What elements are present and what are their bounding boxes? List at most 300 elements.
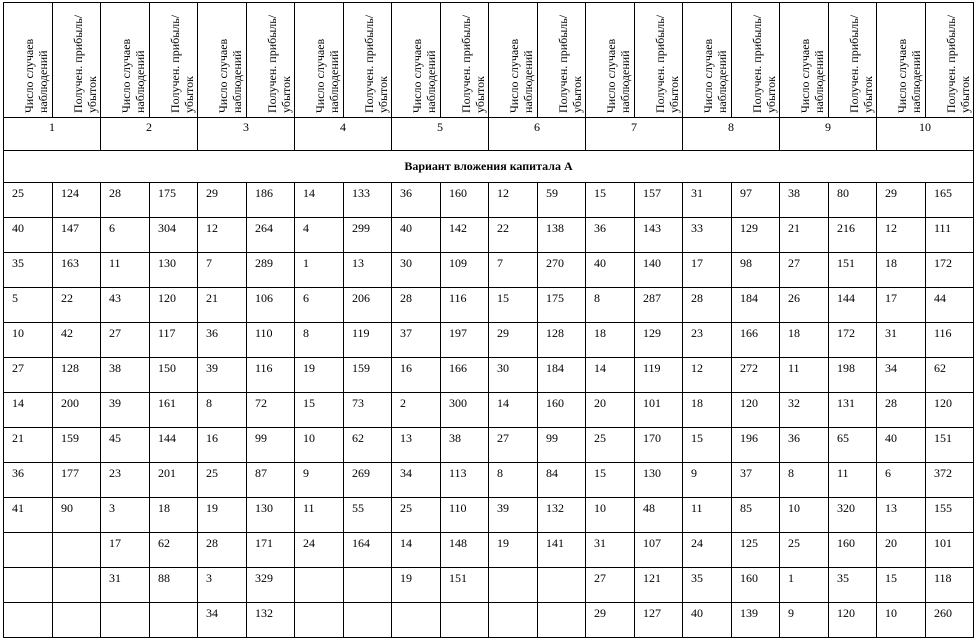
- profit-cell: 147: [53, 218, 101, 253]
- header-profit-loss: [538, 3, 586, 118]
- cases-cell: 4: [295, 218, 344, 253]
- profit-cell: 117: [150, 323, 198, 358]
- profit-cell: 84: [538, 463, 586, 498]
- profit-cell: [150, 603, 198, 638]
- cases-cell: 27: [4, 358, 53, 393]
- header-cases-count: [101, 3, 150, 118]
- cases-cell: [489, 568, 538, 603]
- profit-cell: 121: [635, 568, 683, 603]
- table-row: [4, 323, 974, 358]
- profit-cell: 184: [732, 288, 780, 323]
- profit-cell: [344, 568, 392, 603]
- profit-cell: 264: [247, 218, 295, 253]
- table-row: [4, 498, 974, 533]
- profit-cell: 55: [344, 498, 392, 533]
- cases-cell: 10: [295, 428, 344, 463]
- cases-cell: 29: [489, 323, 538, 358]
- header-label: Число случаев наблюдений: [701, 38, 729, 113]
- profit-cell: 216: [829, 218, 877, 253]
- cases-cell: 11: [101, 253, 150, 288]
- variant-number: 4: [295, 118, 392, 151]
- header-label: Получен. прибыль/убыток: [556, 14, 584, 113]
- profit-cell: 120: [926, 393, 974, 428]
- cases-cell: 2: [392, 393, 441, 428]
- cases-cell: 40: [586, 253, 635, 288]
- profit-cell: 329: [247, 568, 295, 603]
- cases-cell: 27: [780, 253, 829, 288]
- cases-cell: 21: [4, 428, 53, 463]
- cases-cell: 19: [392, 568, 441, 603]
- header-label: Получен. прибыль/убыток: [750, 14, 778, 113]
- cases-cell: 33: [683, 218, 732, 253]
- cases-cell: 17: [683, 253, 732, 288]
- profit-cell: 22: [53, 288, 101, 323]
- profit-cell: 111: [926, 218, 974, 253]
- cases-cell: 32: [780, 393, 829, 428]
- cases-cell: 9: [780, 603, 829, 638]
- cases-cell: 45: [101, 428, 150, 463]
- profit-cell: 170: [635, 428, 683, 463]
- profit-cell: 116: [247, 358, 295, 393]
- cases-cell: 39: [198, 358, 247, 393]
- profit-cell: 97: [732, 183, 780, 218]
- profit-cell: 201: [150, 463, 198, 498]
- cases-cell: 28: [392, 288, 441, 323]
- cases-cell: 13: [877, 498, 926, 533]
- cases-cell: [4, 603, 53, 638]
- profit-cell: 144: [829, 288, 877, 323]
- cases-cell: 17: [877, 288, 926, 323]
- profit-cell: 37: [732, 463, 780, 498]
- header-profit-loss: [247, 3, 295, 118]
- cases-cell: 12: [877, 218, 926, 253]
- profit-cell: 260: [926, 603, 974, 638]
- profit-cell: [344, 603, 392, 638]
- header-cases-count: [4, 3, 53, 118]
- profit-cell: 372: [926, 463, 974, 498]
- cases-cell: 31: [101, 568, 150, 603]
- cases-cell: 14: [489, 393, 538, 428]
- profit-cell: 35: [829, 568, 877, 603]
- cases-cell: 15: [877, 568, 926, 603]
- profit-cell: 144: [150, 428, 198, 463]
- profit-cell: 143: [635, 218, 683, 253]
- cases-cell: 18: [780, 323, 829, 358]
- profit-cell: 118: [926, 568, 974, 603]
- profit-cell: 299: [344, 218, 392, 253]
- profit-cell: 72: [247, 393, 295, 428]
- cases-cell: 15: [586, 463, 635, 498]
- variant-number: 9: [780, 118, 877, 151]
- profit-cell: 172: [829, 323, 877, 358]
- cases-cell: 8: [780, 463, 829, 498]
- header-cases-count: [295, 3, 344, 118]
- profit-cell: [53, 568, 101, 603]
- profit-cell: 132: [538, 498, 586, 533]
- cases-cell: 17: [101, 533, 150, 568]
- profit-cell: 161: [150, 393, 198, 428]
- profit-cell: 198: [829, 358, 877, 393]
- profit-cell: 18: [150, 498, 198, 533]
- cases-cell: 30: [489, 358, 538, 393]
- header-cases-count: [877, 3, 926, 118]
- cases-cell: 19: [489, 533, 538, 568]
- cases-cell: 15: [683, 428, 732, 463]
- cases-cell: 23: [683, 323, 732, 358]
- profit-cell: 166: [441, 358, 489, 393]
- cases-cell: 9: [683, 463, 732, 498]
- cases-cell: 8: [489, 463, 538, 498]
- cases-cell: [4, 568, 53, 603]
- profit-cell: 164: [344, 533, 392, 568]
- profit-cell: 120: [732, 393, 780, 428]
- profit-cell: 175: [538, 288, 586, 323]
- cases-cell: 25: [392, 498, 441, 533]
- table-row: [4, 603, 974, 638]
- cases-cell: 24: [683, 533, 732, 568]
- header-label: Получен. прибыль/убыток: [944, 14, 972, 113]
- cases-cell: 30: [392, 253, 441, 288]
- profit-cell: 196: [732, 428, 780, 463]
- cases-cell: 6: [295, 288, 344, 323]
- cases-cell: 36: [586, 218, 635, 253]
- profit-cell: 42: [53, 323, 101, 358]
- cases-cell: 8: [198, 393, 247, 428]
- profit-cell: 11: [829, 463, 877, 498]
- profit-cell: 184: [538, 358, 586, 393]
- cases-cell: 21: [780, 218, 829, 253]
- cases-cell: 36: [780, 428, 829, 463]
- profit-cell: 159: [53, 428, 101, 463]
- profit-cell: 138: [538, 218, 586, 253]
- variant-number: 8: [683, 118, 780, 151]
- profit-cell: 177: [53, 463, 101, 498]
- profit-cell: 159: [344, 358, 392, 393]
- profit-cell: [53, 603, 101, 638]
- cases-cell: 40: [392, 218, 441, 253]
- cases-cell: 40: [4, 218, 53, 253]
- cases-cell: 27: [101, 323, 150, 358]
- table-row: [4, 568, 974, 603]
- cases-cell: 28: [683, 288, 732, 323]
- cases-cell: 40: [683, 603, 732, 638]
- cases-cell: 40: [877, 428, 926, 463]
- cases-cell: 31: [586, 533, 635, 568]
- header-cases-count: [683, 3, 732, 118]
- cases-cell: 15: [489, 288, 538, 323]
- profit-cell: [53, 533, 101, 568]
- cases-cell: 21: [198, 288, 247, 323]
- cases-cell: 11: [295, 498, 344, 533]
- profit-cell: 116: [441, 288, 489, 323]
- profit-cell: 48: [635, 498, 683, 533]
- cases-cell: 18: [877, 253, 926, 288]
- cases-cell: 14: [392, 533, 441, 568]
- cases-cell: 10: [877, 603, 926, 638]
- cases-cell: 7: [198, 253, 247, 288]
- cases-cell: 10: [4, 323, 53, 358]
- profit-cell: 272: [732, 358, 780, 393]
- cases-cell: [4, 533, 53, 568]
- cases-cell: 39: [489, 498, 538, 533]
- profit-cell: 166: [732, 323, 780, 358]
- cases-cell: 6: [877, 463, 926, 498]
- cases-cell: 16: [198, 428, 247, 463]
- profit-cell: 106: [247, 288, 295, 323]
- header-row: [4, 3, 974, 118]
- header-profit-loss: [441, 3, 489, 118]
- cases-cell: 38: [780, 183, 829, 218]
- profit-cell: 124: [53, 183, 101, 218]
- profit-cell: 65: [829, 428, 877, 463]
- header-cases-count: [198, 3, 247, 118]
- profit-cell: 130: [247, 498, 295, 533]
- header-profit-loss: [926, 3, 974, 118]
- cases-cell: 10: [586, 498, 635, 533]
- cases-cell: 41: [4, 498, 53, 533]
- cases-cell: 28: [101, 183, 150, 218]
- profit-cell: 128: [538, 323, 586, 358]
- cases-cell: 18: [683, 393, 732, 428]
- header-label: Получен. прибыль/убыток: [168, 14, 196, 113]
- profit-cell: 125: [732, 533, 780, 568]
- cases-cell: 27: [489, 428, 538, 463]
- profit-cell: 133: [344, 183, 392, 218]
- variant-number: 3: [198, 118, 295, 151]
- profit-cell: 62: [926, 358, 974, 393]
- header-label: Получен. прибыль/убыток: [459, 14, 487, 113]
- profit-cell: 200: [53, 393, 101, 428]
- profit-cell: 160: [732, 568, 780, 603]
- profit-cell: 62: [344, 428, 392, 463]
- cases-cell: 1: [295, 253, 344, 288]
- cases-cell: 12: [683, 358, 732, 393]
- header-label: Получен. прибыль/убыток: [847, 14, 875, 113]
- cases-cell: 18: [586, 323, 635, 358]
- header-label: Число случаев наблюдений: [119, 38, 147, 113]
- profit-cell: 13: [344, 253, 392, 288]
- profit-cell: 165: [926, 183, 974, 218]
- cases-cell: 31: [683, 183, 732, 218]
- profit-cell: 88: [150, 568, 198, 603]
- profit-cell: 304: [150, 218, 198, 253]
- cases-cell: 29: [877, 183, 926, 218]
- header-label: Получен. прибыль/убыток: [265, 14, 293, 113]
- profit-cell: 320: [829, 498, 877, 533]
- profit-cell: 172: [926, 253, 974, 288]
- title-row: [4, 151, 974, 183]
- header-profit-loss: [53, 3, 101, 118]
- header-profit-loss: [344, 3, 392, 118]
- profit-cell: 110: [441, 498, 489, 533]
- profit-cell: 119: [635, 358, 683, 393]
- cases-cell: 14: [4, 393, 53, 428]
- cases-cell: 19: [295, 358, 344, 393]
- profit-cell: 160: [441, 183, 489, 218]
- cases-cell: 43: [101, 288, 150, 323]
- cases-cell: [392, 603, 441, 638]
- cases-cell: 15: [295, 393, 344, 428]
- cases-cell: 34: [198, 603, 247, 638]
- profit-cell: 141: [538, 533, 586, 568]
- cases-cell: 36: [198, 323, 247, 358]
- variant-number: 6: [489, 118, 586, 151]
- profit-cell: [538, 568, 586, 603]
- table-row: [4, 533, 974, 568]
- table-row: [4, 428, 974, 463]
- profit-cell: 175: [150, 183, 198, 218]
- cases-cell: 12: [489, 183, 538, 218]
- table-row: [4, 358, 974, 393]
- cases-cell: 5: [4, 288, 53, 323]
- cases-cell: 11: [683, 498, 732, 533]
- cases-cell: [295, 568, 344, 603]
- profit-cell: 85: [732, 498, 780, 533]
- cases-cell: 3: [101, 498, 150, 533]
- profit-cell: 132: [247, 603, 295, 638]
- cases-cell: 28: [198, 533, 247, 568]
- table-row: [4, 253, 974, 288]
- cases-cell: 14: [295, 183, 344, 218]
- variant-number: 5: [392, 118, 489, 151]
- header-label: Получен. прибыль/убыток: [362, 14, 390, 113]
- data-table: [3, 2, 974, 638]
- profit-cell: 128: [53, 358, 101, 393]
- profit-cell: 90: [53, 498, 101, 533]
- profit-cell: 129: [732, 218, 780, 253]
- cases-cell: [101, 603, 150, 638]
- cases-cell: 29: [198, 183, 247, 218]
- cases-cell: 24: [295, 533, 344, 568]
- cases-cell: 6: [101, 218, 150, 253]
- cases-cell: 35: [4, 253, 53, 288]
- profit-cell: 160: [829, 533, 877, 568]
- profit-cell: 197: [441, 323, 489, 358]
- profit-cell: 127: [635, 603, 683, 638]
- cases-cell: [489, 603, 538, 638]
- profit-cell: 59: [538, 183, 586, 218]
- profit-cell: 113: [441, 463, 489, 498]
- cases-cell: 14: [586, 358, 635, 393]
- cases-cell: 28: [877, 393, 926, 428]
- profit-cell: 99: [538, 428, 586, 463]
- profit-cell: 157: [635, 183, 683, 218]
- profit-cell: 148: [441, 533, 489, 568]
- table-row: [4, 393, 974, 428]
- cases-cell: 35: [683, 568, 732, 603]
- cases-cell: 20: [877, 533, 926, 568]
- header-label: Число случаев наблюдений: [604, 38, 632, 113]
- profit-cell: 80: [829, 183, 877, 218]
- profit-cell: 44: [926, 288, 974, 323]
- cases-cell: 25: [586, 428, 635, 463]
- variant-number: 7: [586, 118, 683, 151]
- profit-cell: 38: [441, 428, 489, 463]
- header-label: Число случаев наблюдений: [22, 38, 50, 113]
- variant-number-row: [4, 118, 974, 151]
- table-row: [4, 463, 974, 498]
- cases-cell: 11: [780, 358, 829, 393]
- header-cases-count: [392, 3, 441, 118]
- cases-cell: 20: [586, 393, 635, 428]
- header-label: Число случаев наблюдений: [410, 38, 438, 113]
- profit-cell: 151: [926, 428, 974, 463]
- profit-cell: 287: [635, 288, 683, 323]
- profit-cell: 119: [344, 323, 392, 358]
- header-label: Число случаев наблюдений: [798, 38, 826, 113]
- cases-cell: [295, 603, 344, 638]
- profit-cell: [538, 603, 586, 638]
- profit-cell: 110: [247, 323, 295, 358]
- cases-cell: 12: [198, 218, 247, 253]
- profit-cell: 107: [635, 533, 683, 568]
- profit-cell: 300: [441, 393, 489, 428]
- header-cases-count: [780, 3, 829, 118]
- header-profit-loss: [150, 3, 198, 118]
- profit-cell: 98: [732, 253, 780, 288]
- cases-cell: 34: [392, 463, 441, 498]
- header-profit-loss: [732, 3, 780, 118]
- profit-cell: 142: [441, 218, 489, 253]
- cases-cell: 8: [586, 288, 635, 323]
- profit-cell: 160: [538, 393, 586, 428]
- profit-cell: [441, 603, 489, 638]
- cases-cell: 34: [877, 358, 926, 393]
- cases-cell: 8: [295, 323, 344, 358]
- cases-cell: 7: [489, 253, 538, 288]
- variant-number: 1: [4, 118, 101, 151]
- cases-cell: 29: [586, 603, 635, 638]
- cases-cell: 38: [101, 358, 150, 393]
- header-cases-count: [489, 3, 538, 118]
- profit-cell: 163: [53, 253, 101, 288]
- cases-cell: 37: [392, 323, 441, 358]
- profit-cell: 101: [635, 393, 683, 428]
- cases-cell: 1: [780, 568, 829, 603]
- profit-cell: 131: [829, 393, 877, 428]
- profit-cell: 87: [247, 463, 295, 498]
- profit-cell: 130: [150, 253, 198, 288]
- profit-cell: 120: [829, 603, 877, 638]
- cases-cell: 26: [780, 288, 829, 323]
- table-row: [4, 288, 974, 323]
- variant-number: 10: [877, 118, 974, 151]
- cases-cell: 23: [101, 463, 150, 498]
- cases-cell: 27: [586, 568, 635, 603]
- profit-cell: 186: [247, 183, 295, 218]
- header-profit-loss: [829, 3, 877, 118]
- cases-cell: 15: [586, 183, 635, 218]
- profit-cell: 140: [635, 253, 683, 288]
- cases-cell: 13: [392, 428, 441, 463]
- profit-cell: 109: [441, 253, 489, 288]
- cases-cell: 25: [780, 533, 829, 568]
- profit-cell: 289: [247, 253, 295, 288]
- cases-cell: 39: [101, 393, 150, 428]
- cases-cell: 10: [780, 498, 829, 533]
- cases-cell: 19: [198, 498, 247, 533]
- cases-cell: 36: [392, 183, 441, 218]
- profit-cell: 155: [926, 498, 974, 533]
- cases-cell: 36: [4, 463, 53, 498]
- profit-cell: 151: [829, 253, 877, 288]
- variant-number: 2: [101, 118, 198, 151]
- profit-cell: 151: [441, 568, 489, 603]
- header-label: Получен. прибыль/убыток: [71, 14, 99, 113]
- header-label: Число случаев наблюдений: [507, 38, 535, 113]
- profit-cell: 73: [344, 393, 392, 428]
- header-profit-loss: [635, 3, 683, 118]
